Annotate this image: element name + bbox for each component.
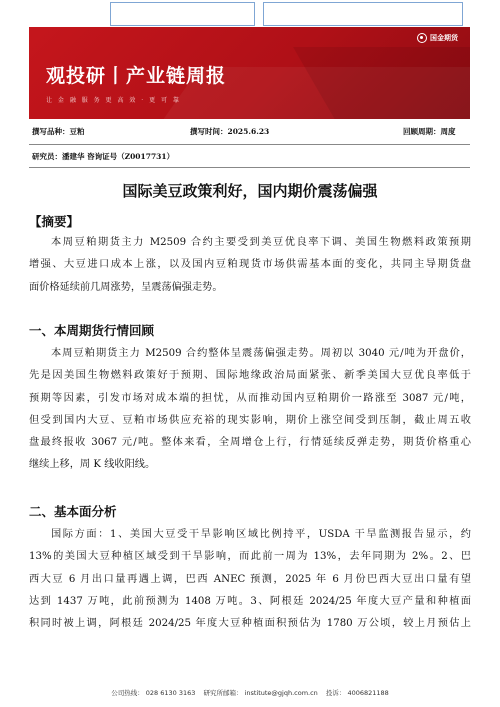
brand-name: 国金期货 [430,34,458,42]
banner-slogan: 让 金 融 服 务 更 高 效 · 更 可 靠 [46,97,181,104]
text-line: 增强、大豆进口成本上涨，以及国内豆粕现货市场供需基本面的变化，共同主导期货盘 [29,259,471,271]
meta-date: 撰写时间：2025.6.23 [190,127,270,136]
footer-complaint: 投诉： 4006821188 [325,689,389,697]
section-heading-fundamentals: 二、基本面分析 [29,504,117,519]
brand-logo [417,33,458,43]
header-box-right [263,2,463,26]
review-paragraph [29,343,471,477]
text-line: 达到 1437 万吨，此前预测为 1408 万吨。3、阿根廷 2024/25 年度大豆产量和种植面 [29,595,471,607]
document-title: 国际美豆政策利好，国内期价震荡偏强 [122,182,378,200]
text-line: 西大豆 6 月出口量再遇上调，巴西 ANEC 预测，2025 年 6 月份巴西大豆出口量有望 [29,573,471,585]
meta-product: 撰写品种：豆粕 [32,127,85,136]
footer-hotline: 公司热线： 028 6130 3163 [111,689,196,697]
header-box-left [110,2,255,26]
banner-title: 观投研丨产业链周报 [46,65,227,87]
text-line: 13%的美国大豆种植区域受到干旱影响，而此前一周为 13%，去年同期为 2%。2、巴 [29,551,471,563]
text-line: 国际方面：1、美国大豆受干旱影响区域比例持平，USDA 干旱监测报告显示，约 [51,529,471,540]
footer-email: 研究所邮箱： institute@gjqh.com.cn [203,689,318,697]
text-line: 面价格延续前几周涨势，呈震荡偏强走势。 [29,281,223,293]
text-line: 积同时被上调，阿根廷 2024/25 年度大豆种植面积预估为 1780 万公顷，较上月预估上 [29,618,471,630]
text-line: 预期等因素，引发市场对成本端的担忧，从而推动国内豆粕期价一路涨至 3087 元/吨， [29,392,471,404]
report-banner [29,27,470,119]
text-line: 本周豆粕期货主力 M2509 合约主要受到美豆优良率下调、美国生物燃料政策预期 [51,237,471,248]
text-line: 继续上移，周 K 线收阳线。 [29,459,156,471]
divider [29,167,470,168]
page-footer [0,688,500,697]
meta-researcher: 研究员：潘建华 咨询证号（Z0017731） [32,152,175,161]
divider [29,144,470,145]
text-line: 先是因美国生物燃料政策好于预期、国际地缘政治局面紧张、新季美国大豆优良率低于 [29,370,471,382]
meta-cycle: 回顾周期：周度 [403,127,456,136]
text-line: 但受到国内大豆、豆粕市场供应充裕的现实影响，期价上涨空间受到压制，截止周五收 [29,414,471,426]
section-heading-review: 一、本周期货行情回顾 [29,323,155,338]
text-line: 盘最终报收 3067 元/吨。整体来看，全周增仓上行，行情延续反弹走势，期货价格重心 [29,437,471,449]
summary-paragraph [29,232,471,299]
brand-logo-icon [417,33,427,43]
fundamentals-paragraph [29,524,471,635]
text-line: 本周豆粕期货主力 M2509 合约整体呈震荡偏强走势。周初以 3040 元/吨为开盘价， [51,348,471,359]
summary-heading: 【摘要】 [29,214,80,229]
